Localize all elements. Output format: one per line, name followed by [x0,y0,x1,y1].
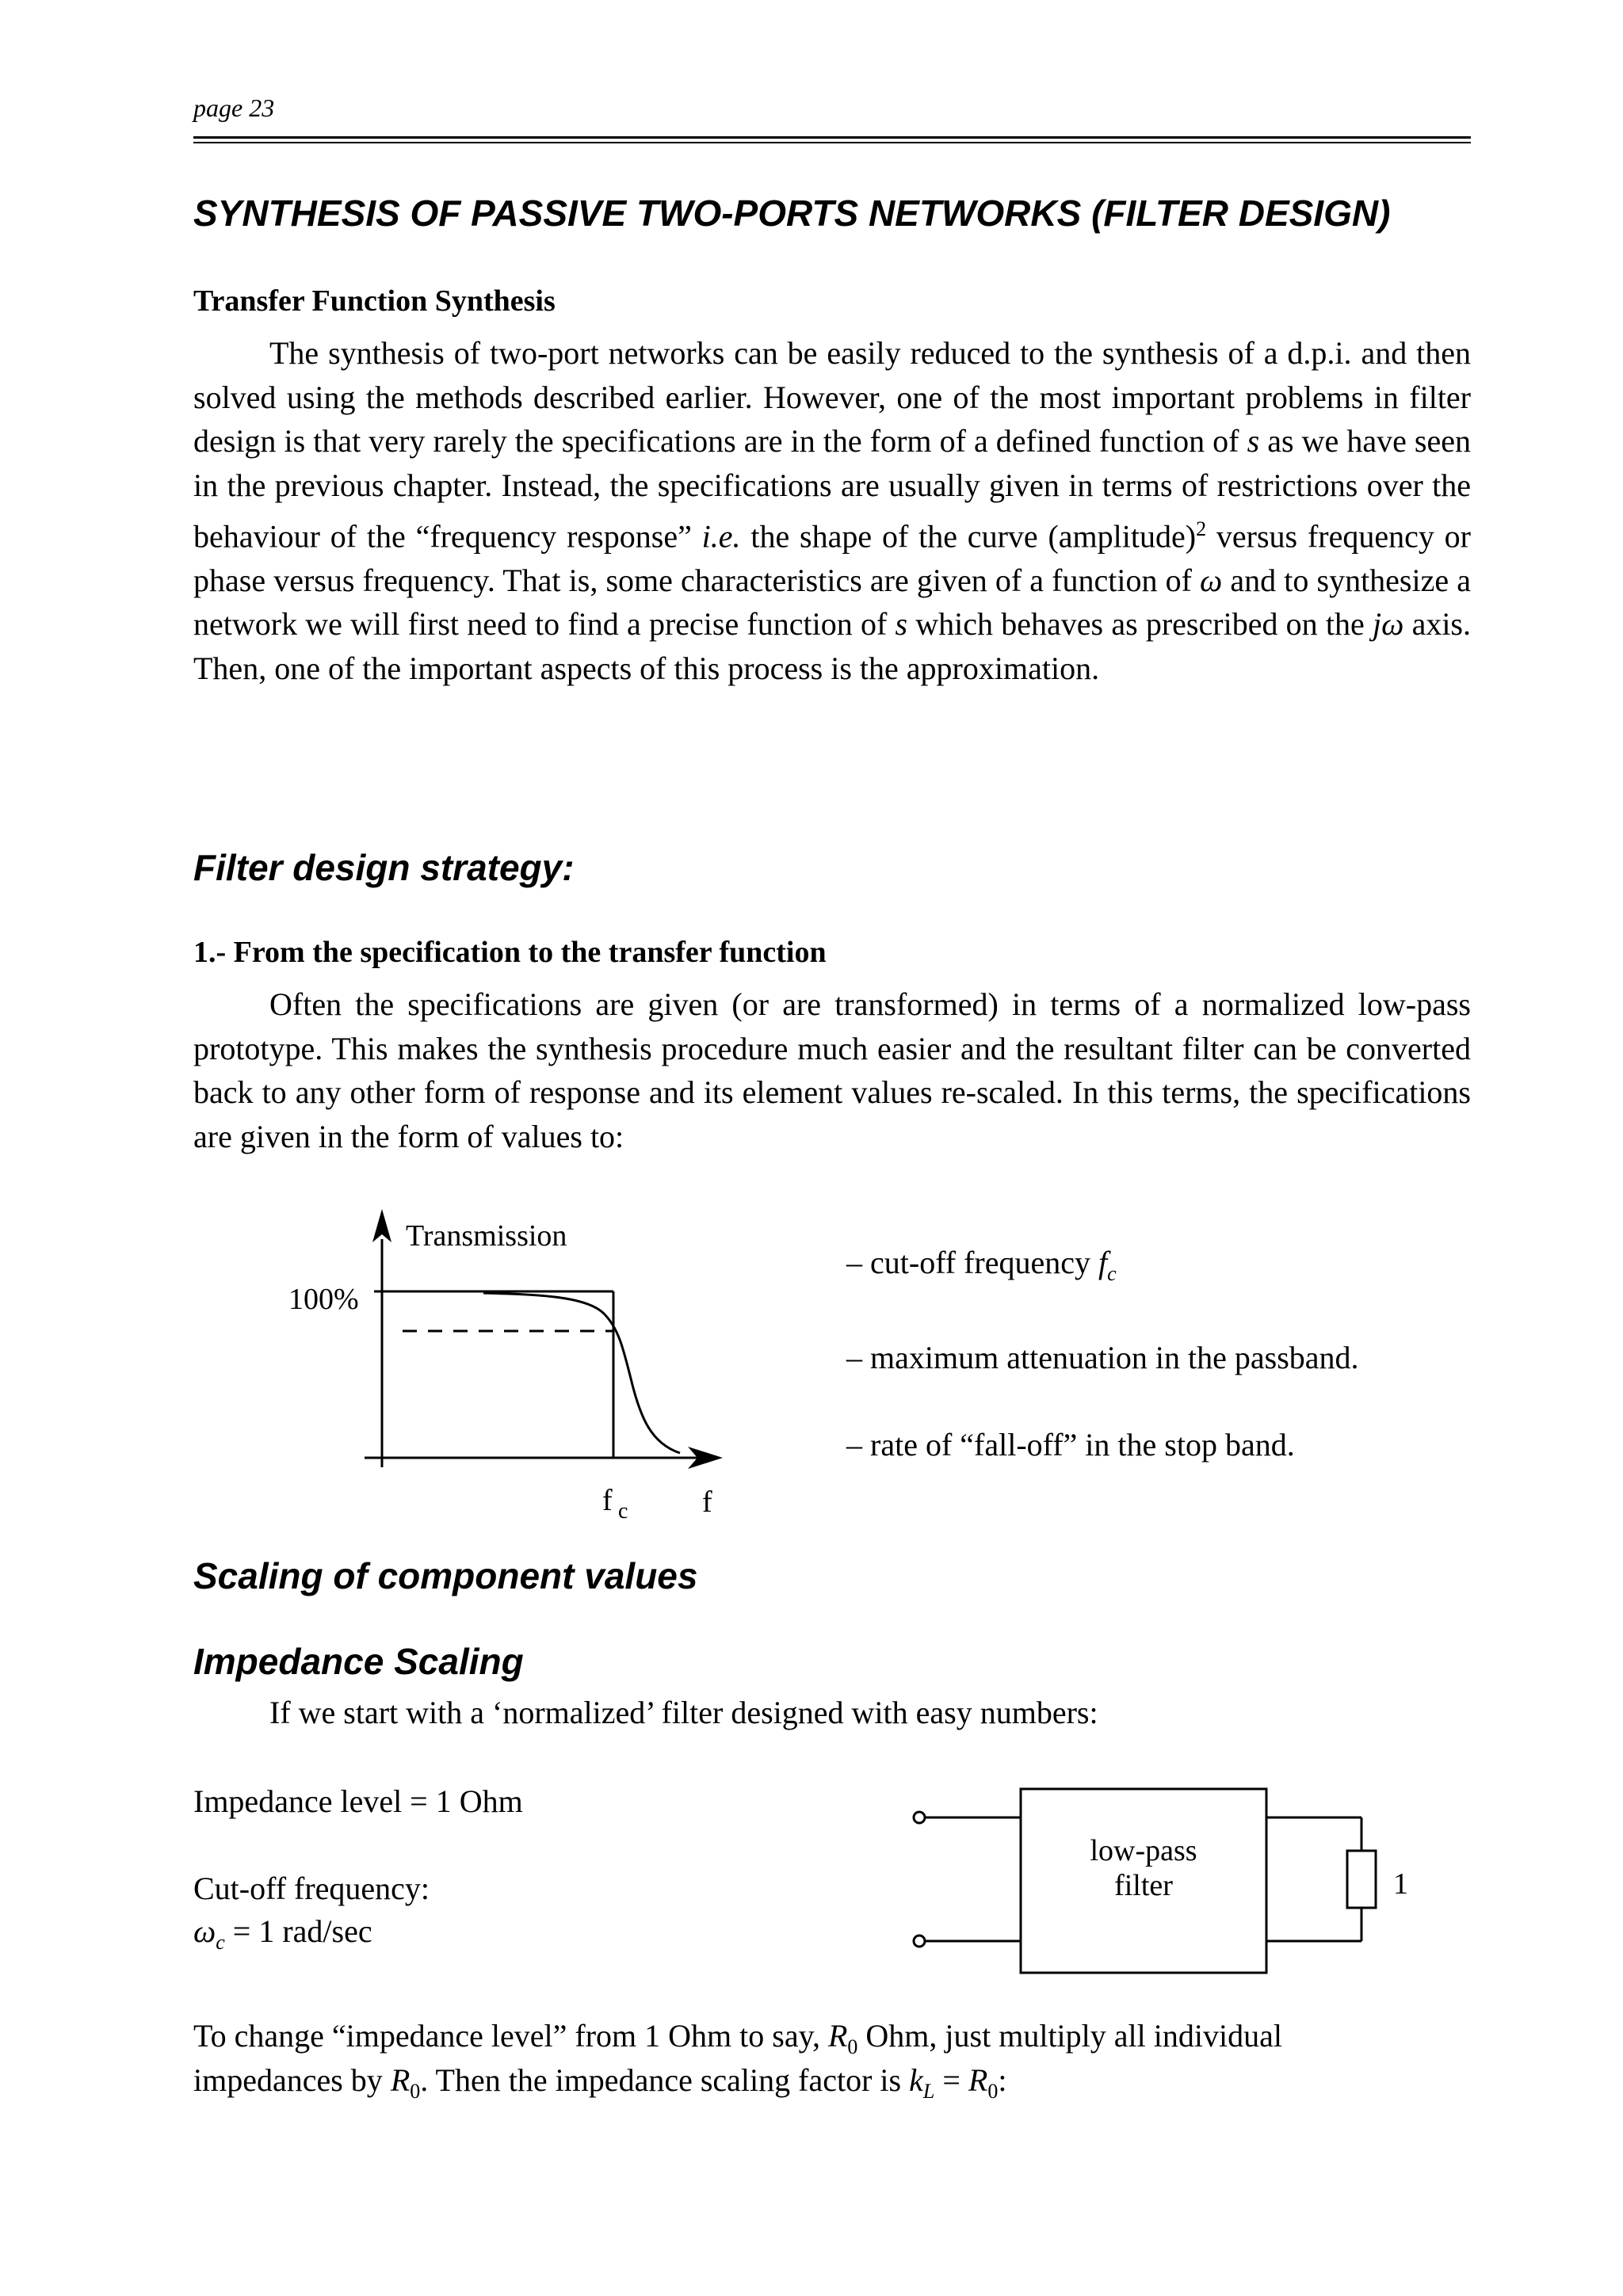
subheading-spec-to-transfer: 1.- From the specification to the transfer function [193,936,827,969]
x-axis-arrowhead [688,1447,723,1469]
final-paragraph-line1: To change “impedance level” from 1 Ohm to say, $R_0$ Ohm, just multiply all individual [193,2018,1282,2058]
page-number: page 23 [193,93,275,122]
strategy-paragraph: Often the specifications are given (or are transformed) in terms of a normalized low-pass prototype. This makes the synthesis procedure much easier and the resultant filter can be converted back to any other form of response and its element values re-scaled. In this terms, the specifications are given in the form of values to: [193,986,1471,1154]
section-heading-impedance-scaling: Impedance Scaling [193,1641,524,1682]
transfer-synthesis-paragraph: The synthesis of two-port networks can be easily reduced to the synthesis of a d.p.i. and then solved using the methods described earlier. However, one of the most important problems in filter design is that very rarely the specifications are in the form of a defined function of s as we have seen in the previous chapter. Instead, the specifications are usually given in terms of restrictions over the behaviour of the “frequency response” i.e. the shape of the curve (amplitude)$^2$ versus frequency or phase versus frequency. That is, some characteristics are given of a function of ω and to synthesize a network we will first need to find a precise function of s which behaves as prescribed on the jω axis. Then, one of the important aspects of this process is the approximation. [193,335,1472,686]
load-resistor [1347,1851,1376,1908]
section-heading-transfer-function-synthesis: Transfer Function Synthesis [193,284,556,318]
y-axis-label: Transmission [406,1219,567,1253]
bullet-cutoff-frequency: – cut-off frequency $f_c$ [846,1245,1117,1285]
page-title: SYNTHESIS OF PASSIVE TWO-PORTS NETWORKS (FILTER DESIGN) [193,193,1391,234]
impedance-intro: If we start with a ‘normalized’ filter designed with easy numbers: [269,1695,1098,1730]
impedance-level: Impedance level = 1 Ohm [193,1783,523,1819]
input-terminal-top [914,1812,925,1823]
x-axis-label: f [702,1486,712,1519]
header-rule [193,136,1471,139]
level-label: 100% [288,1283,359,1316]
section-heading-filter-design-strategy: Filter design strategy: [193,847,575,888]
section-heading-scaling: Scaling of component values [193,1555,698,1596]
load-value-label: 1 [1393,1867,1408,1901]
filter-box [1021,1789,1266,1973]
bullet-fall-off: – rate of “fall-off” in the stop band. [846,1427,1295,1463]
cutoff-subscript: c [618,1499,628,1524]
header-rule-thin [193,142,1471,143]
cutoff-frequency-label: Cut-off frequency: [193,1871,430,1906]
response-curve [483,1293,680,1453]
y-axis-arrowhead [372,1209,391,1242]
filter-box-label-line2: filter [1114,1869,1173,1902]
cutoff-label: f [602,1484,613,1517]
final-paragraph-line2: impedances by $R_0$. Then the impedance scaling factor is $k_L = R_0$: [193,2062,1007,2103]
cutoff-frequency-value: $\omega_c = 1$ rad/sec [193,1913,372,1954]
bullet-max-attenuation: – maximum attenuation in the passband. [846,1340,1359,1375]
input-terminal-bottom [914,1936,925,1947]
filter-box-label-line1: low-pass [1090,1834,1197,1867]
